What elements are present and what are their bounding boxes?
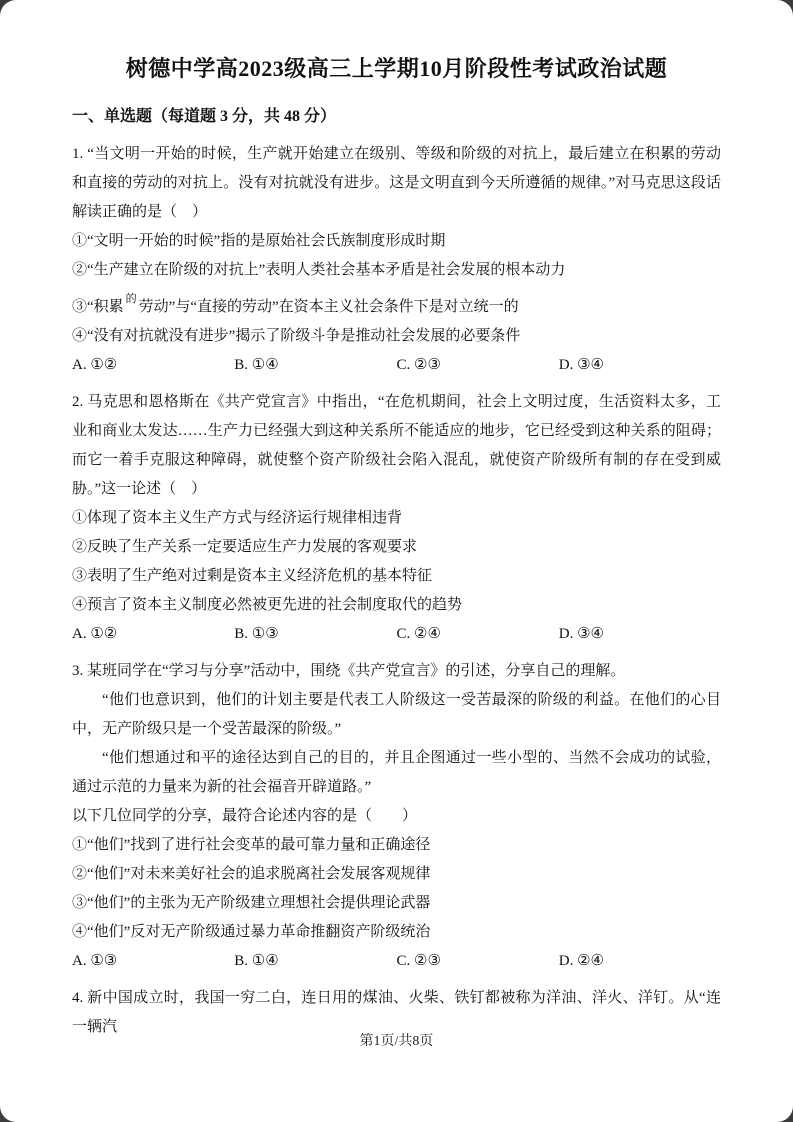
answer-option-b: B. ①④ [234, 953, 279, 969]
question-2-item-4: ④预言了资本主义制度必然被更先进的社会制度取代的趋势 [72, 597, 463, 613]
question-1-item-3 [72, 285, 721, 322]
answer-option-c: C. ②④ [396, 626, 441, 642]
answer-option-d: D. ③④ [558, 626, 604, 642]
question-1-item-1: ①“文明一开始的时候”指的是原始社会氏族制度形成时期 [72, 233, 446, 249]
question-2-stem: 2. 马克思和恩格斯在《共产党宣言》中指出，“在危机期间，社会上文明过度，生活资料太多，工业和商业太发达……生产力已经强大到这种关系所不能适应的地步，它已经受到这种关系的阻碍；而它一着手克服这种障碍，就使整个资产阶级社会陷入混乱，就使资产阶级所有制的存在受到威胁。”这一论述（ ） [72, 394, 721, 497]
question-2-item-1: ①体现了资本主义生产方式与经济运行规律相违背 [72, 510, 403, 526]
answer-option-a: A. ①③ [72, 953, 118, 969]
question-1 [72, 140, 721, 380]
question-1-item-3-superscript: 的 [125, 293, 137, 305]
question-1-stem: 1. “当文明一开始的时候，生产就开始建立在级别、等级和阶级的对抗上，最后建立在积累的劳动和直接的劳动的对抗上。没有对抗就没有进步。这是文明直到今天所遵循的规律。”对马克思这段话解读正确的是（ ） [72, 146, 721, 220]
question-3-item-2: ②“他们”对未来美好社会的追求脱离社会发展客观规律 [72, 866, 431, 882]
answer-option-b: B. ①④ [234, 357, 279, 373]
question-2-answers [72, 620, 721, 649]
question-3-quote-1: “他们也意识到，他们的计划主要是代表工人阶级这一受苦最深的阶级的利益。在他们的心目中，无产阶级只是一个受苦最深的阶级。” [72, 692, 721, 737]
question-1-item-4: ④“没有对抗就没有进步”揭示了阶级斗争是推动社会发展的必要条件 [72, 328, 521, 344]
question-2 [72, 388, 721, 649]
section-heading: 一、单选题（每道题 3 分，共 48 分） [72, 108, 337, 125]
page-footer: 第1页/共8页 [359, 1034, 434, 1049]
question-2-item-2: ②反映了生产关系一定要适应生产力发展的客观要求 [72, 539, 418, 555]
answer-option-b: B. ①③ [234, 626, 279, 642]
answer-option-d: D. ②④ [558, 953, 604, 969]
question-1-answers [72, 351, 721, 380]
question-2-item-3: ③表明了生产绝对过剩是资本主义经济危机的基本特征 [72, 568, 433, 584]
page-title: 树德中学高2023级高三上学期10月阶段性考试政治试题 [125, 56, 668, 81]
answer-option-d: D. ③④ [558, 357, 604, 373]
answer-option-c: C. ②③ [396, 357, 441, 373]
question-3-quote-2: “他们想通过和平的途径达到自己的目的，并且企图通过一些小型的、当然不会成功的试验，通过示范的力量来为新的社会福音开辟道路。” [72, 750, 721, 795]
question-3-item-3: ③“他们”的主张为无产阶级建立理想社会提供理论武器 [72, 895, 431, 911]
question-3-item-1: ①“他们”找到了进行社会变革的最可靠力量和正确途径 [72, 837, 431, 853]
question-4-stem: 4. 新中国成立时，我国一穷二白，连日用的煤油、火柴、铁钉都被称为洋油、洋火、洋钉。从“连一辆汽 [72, 990, 721, 1035]
question-1-item-3-prefix: ③“积累 [72, 299, 124, 315]
question-3-answers [72, 947, 721, 976]
question-3-stem: 3. 某班同学在“学习与分享”活动中，围绕《共产党宣言》的引述，分享自己的理解。 [72, 663, 626, 679]
question-1-item-3-suffix: 劳动”与“直接的劳动”在资本主义社会条件下是对立统一的 [138, 299, 519, 315]
answer-option-a: A. ①② [72, 357, 118, 373]
question-1-item-2: ②“生产建立在阶级的对抗上”表明人类社会基本矛盾是社会发展的根本动力 [72, 262, 566, 278]
question-3-item-4: ④“他们”反对无产阶级通过暴力革命推翻资产阶级统治 [72, 924, 431, 940]
question-3-lead: 以下几位同学的分享，最符合论述内容的是（ ） [72, 808, 418, 824]
answer-option-c: C. ②③ [396, 953, 441, 969]
answer-option-a: A. ①② [72, 626, 118, 642]
question-3 [72, 657, 721, 976]
